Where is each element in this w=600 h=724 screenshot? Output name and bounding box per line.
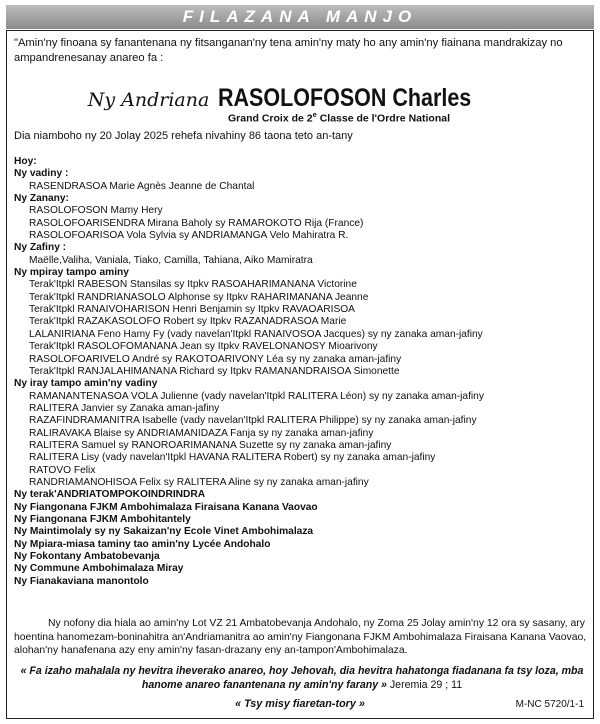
reference-code: M-NC 5720/1-1 xyxy=(515,699,584,710)
group-heading: Ny Mpiara-miasa taminy tao amin'ny Lycée Andohalo xyxy=(14,538,271,550)
deceased-name-block xyxy=(0,84,600,113)
group-heading: Hoy: xyxy=(14,156,37,167)
group-member: RALITERA Janvier sy Zanaka aman-jafiny xyxy=(29,402,220,414)
group-member: RASENDRASOA Marie Agnès Jeanne de Chantal xyxy=(29,180,255,192)
group-member: RAMANANTENASOA VOLA Julienne (vady navelan'Itpkl RALITERA Léon) sy ny zanaka aman-jafiny xyxy=(29,390,484,402)
quote-text: « Fa izaho mahalala ny hevitra iheverako anareo, hoy Jehovah, dia hevitra hahatonga fiadanana fa tsy loza, mba hanome anareo fanantenana ny amin'ny farany » xyxy=(20,665,584,691)
group-heading: Ny Zafiny : xyxy=(14,242,67,254)
group-member: LALANIRIANA Feno Hamy Fy (vady navelan'Itpkl RANAIVOSOA Jacques) sy ny zanaka aman-jafiny xyxy=(29,328,483,340)
group-member: Terak'Itpkl RANDRIANASOLO Alphonse sy Itpkv RAHARIMANANA Jeanne xyxy=(29,291,369,303)
group-heading: Ny Commune Ambohimalaza Miray xyxy=(14,563,184,575)
group-heading: Ny vadiny : xyxy=(14,168,69,180)
intro-text: "Amin'ny finoana sy fanantenana ny fitsanganan'ny tena amin'ny maty ho any amin'ny fiainana mandrakizay no ampandrenesanay anareo fa : xyxy=(14,37,563,64)
group-heading: Ny Fiangonana FJKM Ambohimalaza Firaisana Kanana Vaovao xyxy=(14,501,318,513)
group-member: RASOLOFOSON Mamy Hery xyxy=(29,205,163,217)
group-heading: Ny Zanany: xyxy=(14,193,69,205)
funeral-details: Ny nofony dia hiala ao amin'ny Lot VZ 21 Ambatobevanja Andohalo, ny Zoma 25 Jolay amin'ny 12 ora sy sasany, ary hoentina hanomezam-boninahitra an'Andriamanitra ao amin'ny Fiangonana FJKM Ambohimalaza Firaisana Kanana Vaovao, alohan'ny hanafenana azy eny amin'ny fasan-drazany eny an-tampon'Ambohimalaza. xyxy=(14,618,587,656)
group-member: RASOLOFOARISOA Vola Sylvia sy ANDRIAMANGA Velo Mahiratra R. xyxy=(29,230,349,242)
deceased-title: Ny Andriana xyxy=(87,89,210,111)
group-member: RALITERA Samuel sy RANOROARIMANANA Suzette sy ny zanaka aman-jafiny xyxy=(29,439,392,451)
group-heading: Ny Fianakaviana manontolo xyxy=(14,575,149,587)
group-heading: Ny Fiangonana FJKM Ambohitantely xyxy=(14,513,191,525)
group-member: RATOVO Felix xyxy=(29,464,96,476)
group-member: RALIRAVAKA Blaise sy ANDRIAMANIDAZA Fanja sy ny zanaka aman-jafiny xyxy=(29,427,374,439)
group-heading: Ny terak'ANDRIATOMPOKOINDRINDRA xyxy=(14,489,206,501)
farewell-line: « Tsy misy fiaretan-tory » xyxy=(235,698,365,710)
group-heading: Ny iray tampo amin'ny vadiny xyxy=(14,378,158,390)
group-member: Terak'Itpkl RABESON Stansilas sy Itpkv RASOAHARIMANANA Victorine xyxy=(29,279,357,291)
family-groups xyxy=(14,156,590,588)
bible-quote xyxy=(14,665,590,692)
group-member: Terak'Itpkl RASOLOFOMANANA Jean sy Itpkv RAVELONANOSY Mioarivony xyxy=(29,341,378,353)
honor-text-pre: Grand Croix de 2 xyxy=(228,112,313,125)
group-member: RASOLOFOARISENDRA Mirana Baholy sy RAMAROKOTO Rija (France) xyxy=(29,217,364,229)
group-member: RANDRIAMANOHISOA Felix sy RALITERA Aline sy ny zanaka aman-jafiny xyxy=(29,476,369,488)
group-heading: Ny Maintimolaly sy ny Sakaizan'ny Ecole Vinet Ambohimalaza xyxy=(14,526,314,538)
banner xyxy=(6,5,594,29)
banner-title: FILAZANA MANJO xyxy=(182,7,418,26)
group-member: Terak'Itpkl RAZAKASOLOFO Robert sy Itpkv RAZANADRASOA Marie xyxy=(29,316,347,328)
group-member: Maëlle,Valiha, Vaniala, Tiako, Camilla, Tahiana, Aiko Mamiratra xyxy=(29,254,313,266)
group-member: RAZAFINDRAMANITRA Isabelle (vady navelan'Itpkl RALITERA Philippe) sy ny zanaka aman-jafiny xyxy=(29,415,477,427)
deceased-name: RASOLOFOSON Charles xyxy=(217,84,472,112)
honor-superscript: e xyxy=(312,110,317,119)
group-heading: Ny Fokontany Ambatobevanja xyxy=(14,551,160,562)
group-member: Terak'Itpkl RANJALAHIMANANA Richard sy Itpkv RAMANANDRAISOA Simonette xyxy=(29,365,400,377)
group-heading: Ny mpiray tampo aminy xyxy=(14,267,129,279)
deceased-honor xyxy=(228,110,450,125)
quote-reference: Jeremia 29 ; 11 xyxy=(386,678,463,691)
honor-text-post: Classe de l'Ordre National xyxy=(316,112,450,125)
group-member: RALITERA Lisy (vady navelan'Itpkl HAVANA RALITERA Robert) sy ny zanaka aman-jafiny xyxy=(29,452,436,464)
group-member: Terak'Itpkl RANAIVOHARISON Henri Benjamin sy Itpkv RAVAOARISOA xyxy=(29,304,355,316)
death-notice: Dia niamboho ny 20 Jolay 2025 rehefa nivahiny 86 taona teto an-tany xyxy=(14,130,353,142)
group-member: RASOLOFOARIVELO André sy RAKOTOARIVONY Léa sy ny zanaka aman-jafiny xyxy=(29,353,402,365)
